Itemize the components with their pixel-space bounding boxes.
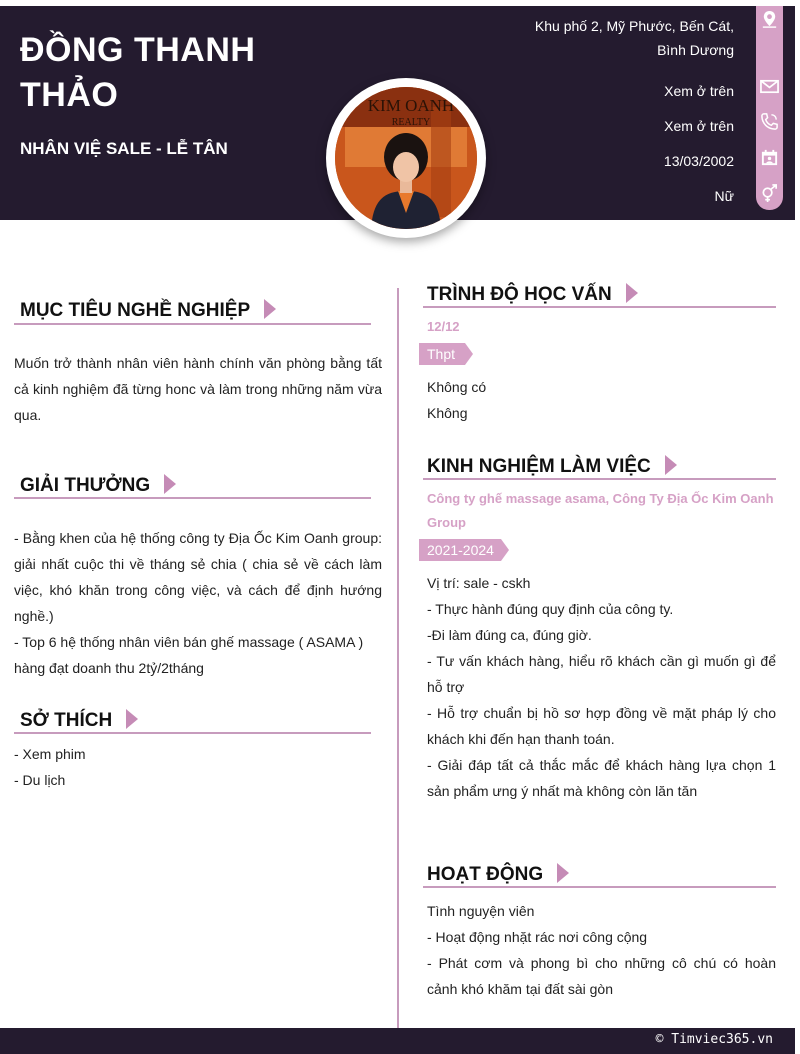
photo-sign-subtext: REALTY bbox=[391, 117, 431, 128]
profile-photo bbox=[335, 87, 477, 229]
contact-address: Khu phố 2, Mỹ Phước, Bến Cát, Bình Dương bbox=[534, 18, 734, 58]
career-goal-underline bbox=[14, 323, 371, 325]
experience-line: - Thực hành đúng quy định của công ty. bbox=[427, 601, 674, 617]
activities-heading bbox=[427, 863, 569, 886]
email-icon bbox=[760, 77, 779, 96]
gender-icon bbox=[760, 184, 779, 203]
activity-line: - Hoạt động nhặt rác nơi công cộng bbox=[427, 929, 648, 945]
triangle-arrow-icon bbox=[665, 455, 677, 475]
awards-item: - Bằng khen của hệ thống công ty Địa Ốc Kim Oanh group: giải nhất cuộc thi về tháng sẻ chia ( chia sẻ về cách làm việc, khó khăn trong công việc, và cách để định hướng nghề.) bbox=[14, 530, 382, 624]
activities-underline bbox=[423, 886, 776, 888]
candidate-name: ĐỒNG THANH THẢO bbox=[20, 31, 256, 114]
experience-line: - Giải đáp tất cả thắc mắc để khách hàng lựa chọn 1 sản phẩm ưng ý nhất mà không còn lăn tăn bbox=[427, 757, 776, 799]
experience-company: Công ty ghế massage asama, Công Ty Địa Ốc Kim Oanh Group bbox=[427, 491, 774, 530]
contact-gender: Nữ bbox=[714, 188, 734, 204]
job-title: NHÂN VIỆ SALE - LỄ TÂN bbox=[20, 139, 228, 158]
experience-title: KINH NGHIỆM LÀM VIỆC bbox=[427, 456, 651, 477]
hobbies-title: SỞ THÍCH bbox=[20, 710, 113, 731]
avatar bbox=[326, 78, 486, 238]
experience-line: - Hỗ trợ chuẩn bị hồ sơ hợp đồng về mặt pháp lý cho khách khi đến hạn thanh toán. bbox=[427, 705, 776, 747]
education-underline bbox=[423, 306, 776, 308]
hobby-item: - Xem phim bbox=[14, 746, 86, 762]
activities-title: HOẠT ĐỘNG bbox=[427, 864, 544, 885]
education-tag: Thpt bbox=[419, 343, 465, 365]
activity-line: Tình nguyện viên bbox=[427, 903, 535, 919]
column-divider bbox=[397, 288, 399, 1028]
education-line: Không có bbox=[427, 379, 487, 395]
triangle-arrow-icon bbox=[557, 863, 569, 883]
hobby-item: - Du lịch bbox=[14, 772, 66, 788]
experience-line: Vị trí: sale - cskh bbox=[427, 575, 531, 591]
triangle-arrow-icon bbox=[264, 299, 276, 319]
experience-line: -Đi làm đúng ca, đúng giờ. bbox=[427, 627, 592, 643]
experience-underline bbox=[423, 478, 776, 480]
awards-heading bbox=[20, 474, 176, 497]
triangle-arrow-icon bbox=[626, 283, 638, 303]
hobbies-heading bbox=[20, 709, 138, 732]
calendar-icon bbox=[760, 148, 779, 167]
experience-heading bbox=[427, 455, 677, 478]
experience-line: - Tư vấn khách hàng, hiểu rõ khách cần gì muốn gì để hỗ trợ bbox=[427, 653, 776, 695]
awards-underline bbox=[14, 497, 371, 499]
triangle-arrow-icon bbox=[126, 709, 138, 729]
profile-photo-illustration bbox=[335, 87, 477, 229]
career-goal-text: Muốn trở thành nhân viên hành chính văn phòng bằng tất cả kinh nghiệm đã từng honc và làm trong những năm vừa qua. bbox=[14, 355, 382, 423]
education-title: TRÌNH ĐỘ HỌC VẤN bbox=[427, 284, 612, 305]
footer-watermark: © Timviec365.vn bbox=[655, 1032, 773, 1047]
awards-item: - Top 6 hệ thống nhân viên bán ghế massage ( ASAMA ) hàng đạt doanh thu 2tỷ/2tháng bbox=[14, 634, 364, 676]
activity-line: - Phát cơm và phong bì cho những cô chú có hoàn cảnh khó khăm tại đất sài gòn bbox=[427, 955, 776, 997]
awards-title: GIẢI THƯỞNG bbox=[20, 475, 151, 496]
education-period: 12/12 bbox=[427, 319, 460, 334]
experience-period-tag: 2021-2024 bbox=[419, 539, 501, 561]
photo-sign-text: KIM OANH bbox=[367, 96, 455, 115]
footer-bar bbox=[0, 1028, 795, 1054]
location-icon bbox=[760, 10, 779, 29]
education-line: Không bbox=[427, 405, 468, 421]
contact-dob: 13/03/2002 bbox=[663, 153, 734, 169]
contact-icon-strip bbox=[756, 6, 783, 210]
hobbies-underline bbox=[14, 732, 371, 734]
contact-phone: Xem ở trên bbox=[664, 118, 734, 134]
contact-email: Xem ở trên bbox=[664, 83, 734, 99]
career-goal-heading bbox=[20, 299, 276, 322]
career-goal-title: MỤC TIÊU NGHỀ NGHIỆP bbox=[20, 300, 251, 321]
education-heading bbox=[427, 283, 638, 306]
phone-icon bbox=[760, 112, 779, 131]
triangle-arrow-icon bbox=[164, 474, 176, 494]
